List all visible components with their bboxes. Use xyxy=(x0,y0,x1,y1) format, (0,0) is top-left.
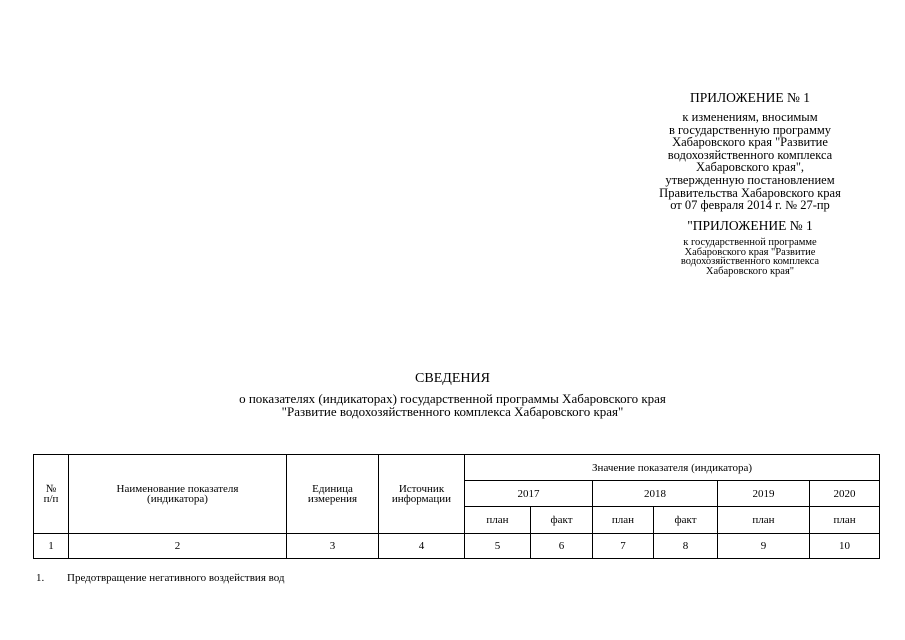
column-number: 8 xyxy=(654,534,718,559)
header-year: 2017 xyxy=(465,481,593,507)
section-number: 1. xyxy=(36,572,45,584)
header-year: 2019 xyxy=(718,481,810,507)
indicators-table xyxy=(33,454,880,559)
appendix-inner-text: к государственной программе Хабаровского края "Развитие водохозяйственного комплекса Хабаровского края" xyxy=(680,237,820,277)
appendix-inner-block xyxy=(600,218,900,276)
header-value: Значение показателя (индикатора) xyxy=(465,455,880,481)
column-number: 7 xyxy=(593,534,654,559)
column-number: 5 xyxy=(465,534,531,559)
column-numbers-row xyxy=(34,534,880,559)
column-number: 9 xyxy=(718,534,810,559)
section-heading xyxy=(36,572,285,584)
column-number: 10 xyxy=(810,534,880,559)
header-plan: план xyxy=(810,507,880,534)
header-year: 2020 xyxy=(810,481,880,507)
header-plan: план xyxy=(593,507,654,534)
appendix-title: ПРИЛОЖЕНИЕ № 1 xyxy=(689,90,811,105)
column-number: 1 xyxy=(34,534,69,559)
document-title: СВЕДЕНИЯ xyxy=(415,371,490,386)
column-number: 4 xyxy=(379,534,465,559)
header-source: Источник информации xyxy=(379,455,465,534)
document-heading xyxy=(0,370,905,419)
header-fact: факт xyxy=(531,507,593,534)
appendix-inner-title: "ПРИЛОЖЕНИЕ № 1 xyxy=(687,218,813,233)
column-number: 6 xyxy=(531,534,593,559)
appendix-block xyxy=(600,90,900,212)
header-plan: план xyxy=(465,507,531,534)
appendix-text: к изменениям, вносимым в государственную программу Хабаровского края "Развитие водохозяйственного комплекса Хабаровского края", утвержденную постановлением Правительства Хабаровского края от 07 февраля 2014 г. № 27-пр xyxy=(659,110,841,213)
header-plan: план xyxy=(718,507,810,534)
section-title: Предотвращение негативного воздействия вод xyxy=(67,572,285,584)
document-subtitle: о показателях (индикаторах) государственной программы Хабаровского края "Развитие водохозяйственного комплекса Хабаровского края" xyxy=(239,391,666,419)
header-unit: Единица измерения xyxy=(287,455,379,534)
header-name: Наименование показателя (индикатора) xyxy=(69,455,287,534)
header-year: 2018 xyxy=(593,481,718,507)
header-num: № п/п xyxy=(34,455,69,534)
column-number: 2 xyxy=(69,534,287,559)
column-number: 3 xyxy=(287,534,379,559)
header-fact: факт xyxy=(654,507,718,534)
